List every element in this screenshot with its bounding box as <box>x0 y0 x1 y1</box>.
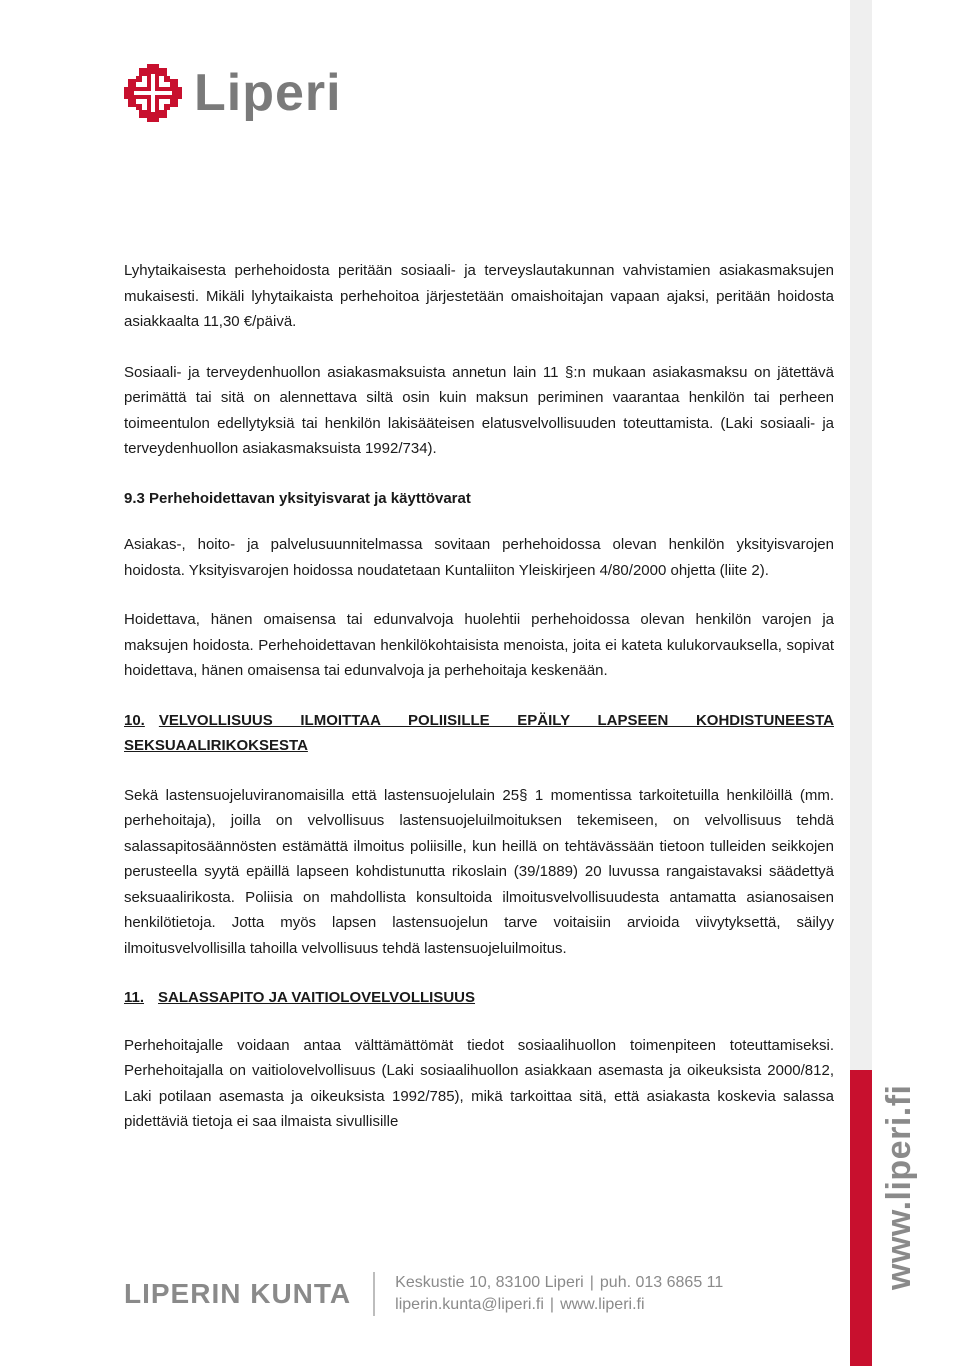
footer-phone: puh. 013 6865 11 <box>599 1274 724 1291</box>
footer-municipality-name: LIPERIN KUNTA <box>124 1278 352 1309</box>
footer-contact-line-2 <box>395 1294 723 1316</box>
side-strip <box>850 0 872 1070</box>
section-title-11: SALASSAPITO JA VAITIOLOVELVOLLISUUS <box>158 989 476 1006</box>
liperi-cross-emblem-icon <box>122 62 184 124</box>
footer-separator: | <box>589 1274 594 1291</box>
footer-address: Keskustie 10, 83100 Liperi <box>395 1274 584 1291</box>
paragraph-reporting-duty: Sekä lastensuojeluviranomaisilla että lastensuojelulain 25§ 1 momentissa tarkoitetuilla henkilöillä (mm. perhehoitaja), joilla on velvollisuus lastensuojeluilmoituksen tekemiseen, on velvollisuus tehdä salassapitosäännösten estämättä ilmoitus poliisille, kun heillä on tehtävässään tietoon tulleiden seikkojen perusteella syytä epäillä lapseen kohdistunutta rikoslain (39/1889) 20 luvussa rangaistavaksi säädettyä seksuaalirikosta. Poliisia on mahdollista konsultoida ilmoitusvelvollisuudesta antamatta asianosaisen henkilötietoja. Jotta myös lapsen lastensuojelun tarve voitaisiin arvioida viivytyksettä, säilyy ilmoitusvelvollisilla tahoilla velvollisuus tehdä lastensuojeluilmoitus. <box>124 786 834 957</box>
document-body <box>124 258 834 1135</box>
footer-website-link[interactable]: www.liperi.fi <box>560 1296 645 1313</box>
section-heading-11 <box>124 985 834 1011</box>
paragraph-confidentiality: Perhehoitajalle voidaan antaa välttämättömät tiedot sosiaalihuollon toimenpiteen toteuttamiseksi. Perhehoitajalla on vaitiolovelvollisuus (Laki sosiaalihuollon asiakkaan asemasta ja oikeuksista 2000/812, Laki potilaan asemasta ja oikeuksista 1992/785), mikä tarkoittaa sitä, että asiakasta koskevia salassa pidettäviä tietoja ei saa ilmaista sivullisille <box>124 1036 834 1130</box>
page-footer <box>124 1272 723 1316</box>
section-heading-9-3: 9.3 Perhehoidettavan yksityisvarat ja käyttövarat <box>124 489 471 507</box>
footer-divider <box>373 1272 375 1316</box>
footer-email-link[interactable]: liperin.kunta@liperi.fi <box>395 1296 544 1313</box>
liperi-logo <box>122 62 342 124</box>
paragraph-private-funds: Asiakas-, hoito- ja palvelusuunnitelmassa sovitaan perhehoidossa olevan henkilön yksityisvarojen hoidosta. Yksityisvarojen hoidossa noudatetaan Kuntaliiton Yleiskirjeen 4/80/2000 ohjetta (liite 2). <box>124 536 834 579</box>
paragraph-short-term-fees: Lyhytaikaisesta perhehoidosta peritään sosiaali- ja terveyslautakunnan vahvistamien asiakasmaksujen mukaisesti. Mikäli lyhytaikaista perhehoitoa järjestetään omaishoitajan vapaan ajaksi, peritään hoidosta asiakkaalta 11,30 €/päivä. <box>124 262 834 330</box>
footer-contact-info <box>395 1272 723 1316</box>
vertical-website-url: www.liperi.fi <box>880 1084 918 1290</box>
accent-bar <box>850 1070 872 1366</box>
logo-wordmark: Liperi <box>194 64 342 122</box>
paragraph-funds-management: Hoidettava, hänen omaisensa tai edunvalvoja huolehtii perhehoidossa olevan henkilön varojen ja maksujen hoidosta. Perhehoidettavan henkilökohtaisista menoista, joita ei kateta kulukorvauksella, sopivat hoidettava, hänen omaisensa tai edunvalvoja ja perhehoitaja keskenään. <box>124 611 834 679</box>
section-number-10: 10. <box>124 711 145 729</box>
section-number-11: 11. <box>124 989 145 1006</box>
paragraph-fee-reduction: Sosiaali- ja terveydenhuollon asiakasmaksuista annetun lain 11 §:n mukaan asiakasmaksu on jätettävä perimättä tai sitä on alennettava siltä osin kuin maksun periminen vaarantaa henkilön tai perheen toimeentulon edellytyksiä tai henkilön lakisääteisen elatusvelvollisuuden toteuttamista. (Laki sosiaali- ja terveydenhuollon asiakasmaksuista 1992/734). <box>124 363 834 457</box>
section-heading-10 <box>124 708 834 759</box>
footer-contact-line-1 <box>395 1272 723 1294</box>
section-title-10: VELVOLLISUUS ILMOITTAA POLIISILLE EPÄILY LAPSEEN KOHDISTUNEESTA SEKSUAALIRIKOKSESTA <box>124 711 834 754</box>
footer-separator: | <box>549 1296 555 1313</box>
